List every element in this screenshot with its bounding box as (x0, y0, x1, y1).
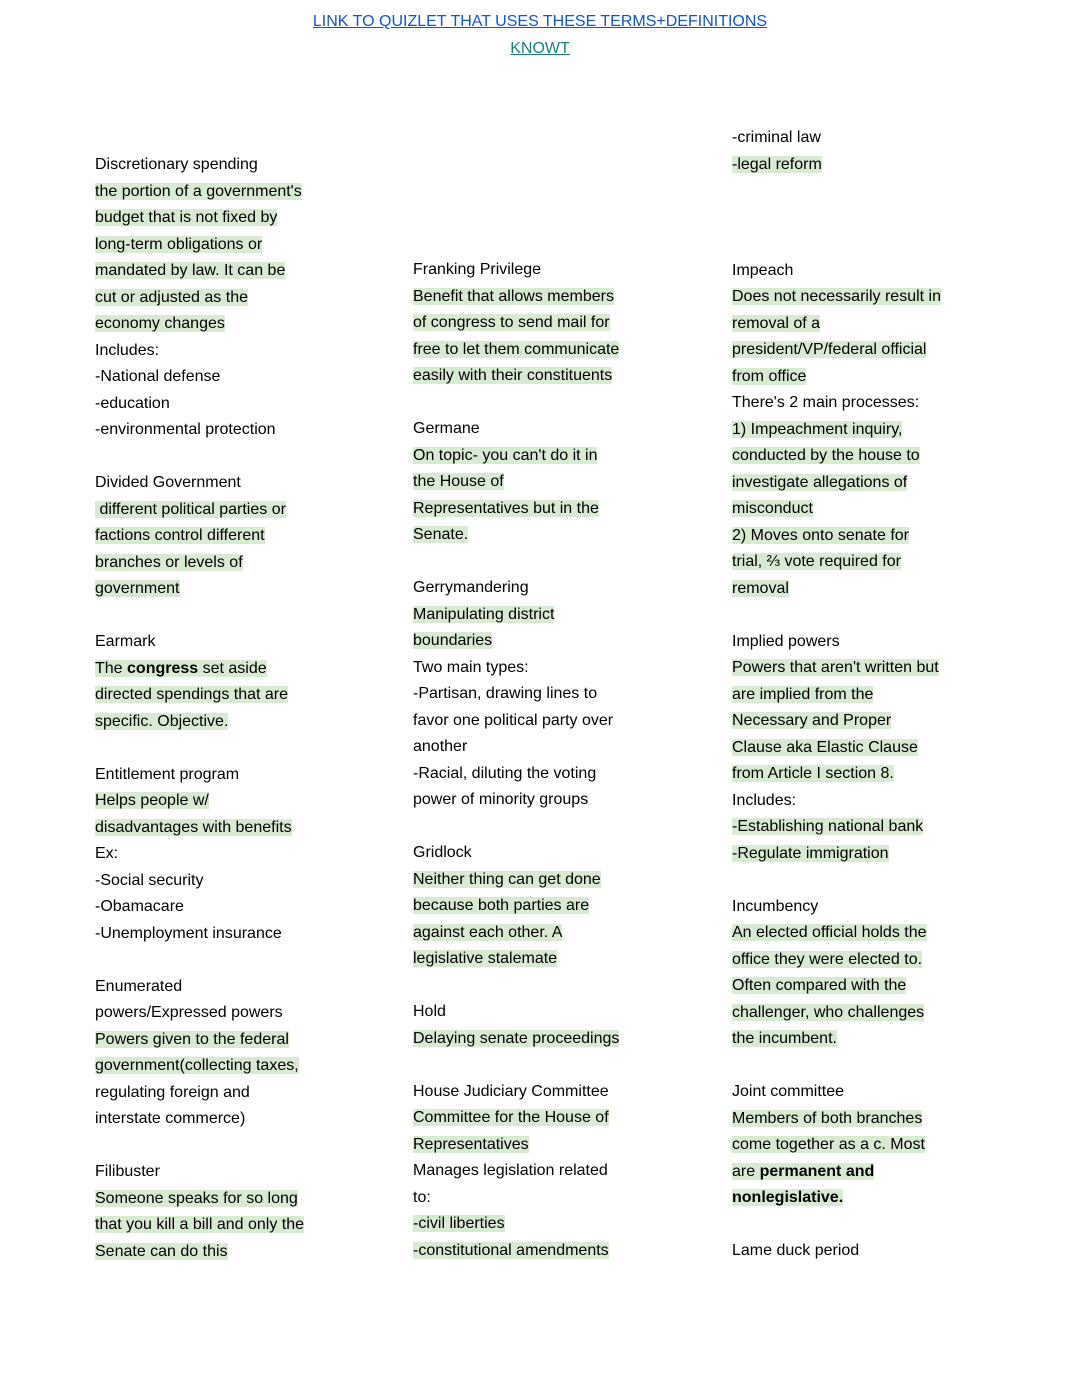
plain-text: -Partisan, drawing lines to (413, 685, 598, 702)
doc-line (732, 761, 941, 788)
doc-line (413, 469, 619, 496)
doc-line (95, 364, 304, 391)
doc-line (413, 257, 619, 284)
doc-line (413, 734, 619, 761)
plain-text: Earmark (95, 633, 156, 650)
doc-line (95, 974, 304, 1001)
term-block (95, 470, 304, 603)
doc-line (732, 735, 941, 762)
highlighted-text: misconduct (732, 500, 813, 517)
doc-line (413, 1238, 619, 1265)
highlighted-text: conducted by the house to (732, 447, 920, 464)
highlighted-text: because both parties are (413, 897, 590, 914)
doc-line (732, 311, 941, 338)
highlighted-text: of congress to send mail for (413, 314, 610, 331)
term-block (413, 257, 619, 390)
doc-line (413, 893, 619, 920)
doc-line (95, 550, 304, 577)
highlighted-text: trial, ⅔ vote required for (732, 553, 901, 570)
highlighted-text: -Establishing national bank (732, 818, 924, 835)
term-block (732, 258, 941, 603)
doc-line (413, 999, 619, 1026)
highlighted-text: against each other. A (413, 923, 563, 941)
plain-text: Discretionary spending (95, 156, 258, 173)
plain-text: Manages legislation related (413, 1162, 608, 1179)
plain-text: Franking Privilege (413, 261, 542, 278)
term-block (413, 416, 619, 549)
highlighted-text: government(collecting taxes, (95, 1057, 299, 1074)
doc-line (413, 787, 619, 814)
doc-line (413, 1079, 619, 1106)
plain-text: House Judiciary Committee (413, 1082, 609, 1100)
highlighted-text: are (732, 1162, 760, 1180)
doc-line (95, 762, 304, 789)
highlighted-text: permanent and (759, 1162, 875, 1180)
doc-line (95, 1053, 304, 1080)
highlighted-text: On topic- you can't do it in (413, 446, 598, 464)
term-block (732, 125, 941, 178)
doc-line (95, 1239, 304, 1266)
doc-line (732, 1159, 941, 1186)
plain-text: another (413, 738, 468, 755)
doc-line (95, 1027, 304, 1054)
plain-text: -Social security (95, 871, 204, 889)
plain-text: Implied powers (732, 632, 840, 650)
doc-line (95, 179, 304, 206)
highlighted-text: come together as a c. Most (732, 1136, 925, 1153)
highlighted-text: Senate can do this (95, 1242, 228, 1260)
doc-line (95, 232, 304, 259)
doc-line (95, 709, 304, 736)
doc-line (413, 708, 619, 735)
doc-line (732, 629, 941, 656)
highlighted-text: -legal reform (732, 155, 822, 173)
plain-text: Ex: (95, 845, 119, 862)
header-line-2 (0, 35, 1080, 62)
doc-line (732, 417, 941, 444)
plain-text: Incumbency (732, 897, 819, 915)
term-block (95, 762, 304, 948)
doc-line (413, 1185, 619, 1212)
highlighted-text: that you kill a bill and only the (95, 1216, 305, 1233)
doc-line (413, 1026, 619, 1053)
highlighted-text: challenger, who challenges (732, 1003, 925, 1021)
doc-line (95, 523, 304, 550)
doc-line (413, 575, 619, 602)
doc-line (732, 1079, 941, 1106)
column-3 (732, 125, 941, 1265)
doc-line (413, 920, 619, 947)
doc-line (732, 390, 941, 417)
doc-line (95, 285, 304, 312)
plain-text: Impeach (732, 261, 794, 279)
highlighted-text: government (95, 580, 180, 597)
highlighted-text: the incumbent. (732, 1030, 837, 1047)
term-block (95, 974, 304, 1133)
highlighted-text: Someone speaks for so long (95, 1189, 298, 1207)
plain-text: Entitlement program (95, 765, 240, 783)
doc-line (95, 497, 304, 524)
doc-line (732, 258, 941, 285)
doc-line (95, 1212, 304, 1239)
doc-line (95, 152, 304, 179)
doc-line (732, 549, 941, 576)
doc-line (413, 946, 619, 973)
term-block (413, 575, 619, 814)
doc-line (732, 576, 941, 603)
highlighted-text: from office (732, 367, 807, 385)
highlighted-text: president/VP/federal official (732, 341, 927, 358)
term-block (95, 152, 304, 444)
doc-line (95, 417, 304, 444)
highlighted-text: the portion of a government's (95, 182, 302, 200)
highlighted-text: Benefit that allows members (413, 287, 614, 305)
knowt-link[interactable]: KNOWT (510, 40, 570, 57)
document-header (0, 8, 1080, 62)
plain-text: Hold (413, 1003, 446, 1020)
highlighted-text: Committee for the House of (413, 1109, 609, 1126)
doc-line (413, 416, 619, 443)
plain-text: interstate commerce) (95, 1110, 246, 1127)
doc-line (732, 1106, 941, 1133)
doc-line (413, 284, 619, 311)
highlighted-text: the House of (413, 473, 504, 490)
doc-line (732, 682, 941, 709)
plain-text: Filibuster (95, 1163, 160, 1180)
doc-line (732, 1000, 941, 1027)
doc-line (413, 602, 619, 629)
plain-text: -Racial, diluting the voting (413, 764, 597, 782)
highlighted-text: Necessary and Proper (732, 712, 892, 729)
plain-text: -environmental protection (95, 421, 276, 438)
plain-text: Joint committee (732, 1083, 845, 1100)
doc-line (95, 338, 304, 365)
header-line-1 (0, 8, 1080, 35)
doc-line (732, 1026, 941, 1053)
highlighted-text: Clause aka Elastic Clause (732, 738, 918, 756)
doc-line (732, 284, 941, 311)
doc-line (413, 1105, 619, 1132)
doc-line (95, 788, 304, 815)
doc-line (732, 814, 941, 841)
doc-line (413, 761, 619, 788)
doc-line (732, 523, 941, 550)
doc-line (95, 576, 304, 603)
doc-line (95, 921, 304, 948)
doc-line (413, 1132, 619, 1159)
doc-line (95, 258, 304, 285)
doc-line (95, 629, 304, 656)
doc-line (95, 1159, 304, 1186)
doc-line (732, 1132, 941, 1159)
highlighted-text: cut or adjusted as the (95, 288, 248, 306)
doc-line (732, 920, 941, 947)
term-block (732, 1079, 941, 1212)
plain-text: Includes: (732, 791, 797, 809)
doc-line (95, 1000, 304, 1027)
plain-text: -criminal law (732, 129, 821, 146)
term-block (413, 1079, 619, 1265)
plain-text: powers/Expressed powers (95, 1004, 283, 1021)
doc-line (95, 868, 304, 895)
doc-line (413, 655, 619, 682)
highlighted-text: The (95, 659, 128, 677)
plain-text: Gridlock (413, 844, 472, 861)
highlighted-text: are implied from the (732, 685, 874, 703)
doc-line (732, 125, 941, 152)
highlighted-text: An elected official holds the (732, 924, 927, 941)
doc-line (732, 152, 941, 179)
highlighted-text: removal (732, 579, 789, 597)
doc-line (732, 655, 941, 682)
doc-line (732, 841, 941, 868)
plain-text: Gerrymandering (413, 579, 529, 596)
highlighted-text: different political parties or (95, 500, 286, 518)
doc-line (413, 363, 619, 390)
doc-line (732, 1185, 941, 1212)
highlighted-text: economy changes (95, 315, 225, 332)
doc-line (95, 470, 304, 497)
plain-text: Enumerated (95, 977, 183, 995)
term-block (95, 629, 304, 735)
highlighted-text: office they were elected to. (732, 950, 923, 968)
highlighted-text: disadvantages with benefits (95, 818, 292, 836)
doc-line (95, 841, 304, 868)
highlighted-text: boundaries (413, 632, 493, 649)
doc-line (413, 1211, 619, 1238)
term-block (413, 999, 619, 1052)
highlighted-text: investigate allegations of (732, 473, 908, 491)
doc-line (413, 867, 619, 894)
highlighted-text: Senate. (413, 526, 469, 543)
highlighted-text: specific. Objective. (95, 712, 229, 730)
plain-text: -Unemployment insurance (95, 924, 282, 942)
doc-line (732, 947, 941, 974)
highlighted-text: -constitutional amendments (413, 1241, 609, 1259)
doc-line (413, 840, 619, 867)
highlighted-text: Manipulating district (413, 605, 555, 623)
highlighted-text: removal of a (732, 314, 821, 332)
highlighted-text: budget that is not fixed by (95, 209, 278, 226)
term-block (95, 1159, 304, 1265)
highlighted-text: long-term obligations or (95, 235, 263, 253)
doc-line (732, 470, 941, 497)
highlighted-text: nonlegislative. (732, 1189, 844, 1206)
doc-line (95, 205, 304, 232)
quizlet-link[interactable]: LINK TO QUIZLET THAT USES THESE TERMS+DEFINITIONS (312, 13, 768, 30)
highlighted-text: -civil liberties (413, 1215, 505, 1232)
highlighted-text: Members of both branches (732, 1109, 923, 1127)
doc-line (732, 1238, 941, 1265)
highlighted-text: congress (127, 659, 199, 677)
doc-line (95, 894, 304, 921)
doc-line (95, 1186, 304, 1213)
term-block (732, 1238, 941, 1265)
plain-text: Includes: (95, 341, 160, 359)
term-block (732, 894, 941, 1053)
doc-line (732, 337, 941, 364)
highlighted-text: free to let them communicate (413, 340, 620, 358)
doc-line (732, 894, 941, 921)
plain-text: Divided Government (95, 474, 241, 491)
plain-text: to: (413, 1188, 431, 1206)
doc-line (732, 708, 941, 735)
plain-text: There's 2 main processes: (732, 394, 920, 411)
plain-text: -National defense (95, 368, 221, 385)
highlighted-text: 2) Moves onto senate for (732, 526, 909, 544)
doc-line (95, 656, 304, 683)
highlighted-text: -Regulate immigration (732, 844, 889, 862)
term-block (732, 629, 941, 868)
doc-line (95, 1106, 304, 1133)
doc-line (732, 364, 941, 391)
highlighted-text: Neither thing can get done (413, 870, 601, 888)
doc-line (732, 443, 941, 470)
plain-text: favor one political party over (413, 711, 614, 729)
highlighted-text: Representatives (413, 1135, 529, 1153)
doc-line (413, 310, 619, 337)
highlighted-text: Helps people w/ (95, 792, 209, 809)
highlighted-text: Does not necessarily result in (732, 288, 941, 305)
doc-line (732, 496, 941, 523)
highlighted-text: Delaying senate proceedings (413, 1029, 620, 1047)
plain-text: regulating foreign and (95, 1083, 250, 1101)
highlighted-text: 1) Impeachment inquiry, (732, 420, 903, 438)
highlighted-text: from Article I section 8. (732, 765, 894, 782)
highlighted-text: Representatives but in the (413, 499, 599, 517)
plain-text: -education (95, 394, 170, 412)
doc-line (413, 496, 619, 523)
highlighted-text: legislative stalemate (413, 950, 558, 967)
doc-line (413, 628, 619, 655)
plain-text: Germane (413, 420, 480, 437)
highlighted-text: factions control different (95, 527, 265, 544)
doc-line (732, 973, 941, 1000)
plain-text: Lame duck period (732, 1242, 860, 1259)
highlighted-text: set aside (198, 659, 267, 677)
doc-line (95, 815, 304, 842)
doc-line (732, 788, 941, 815)
doc-line (413, 1158, 619, 1185)
doc-line (95, 682, 304, 709)
highlighted-text: branches or levels of (95, 553, 243, 571)
doc-line (95, 311, 304, 338)
plain-text: Two main types: (413, 658, 529, 676)
term-block (413, 840, 619, 973)
doc-line (413, 522, 619, 549)
doc-line (95, 391, 304, 418)
column-1 (95, 152, 304, 1265)
highlighted-text: directed spendings that are (95, 686, 289, 703)
highlighted-text: easily with their constituents (413, 367, 613, 384)
doc-line (413, 337, 619, 364)
highlighted-text: Often compared with the (732, 977, 907, 994)
highlighted-text: Powers given to the federal (95, 1030, 289, 1048)
doc-line (95, 1080, 304, 1107)
plain-text: -Obamacare (95, 898, 184, 915)
doc-line (413, 443, 619, 470)
plain-text: power of minority groups (413, 791, 589, 808)
doc-line (413, 681, 619, 708)
highlighted-text: Powers that aren't written but (732, 659, 939, 676)
highlighted-text: mandated by law. It can be (95, 262, 286, 279)
column-2 (413, 257, 619, 1264)
